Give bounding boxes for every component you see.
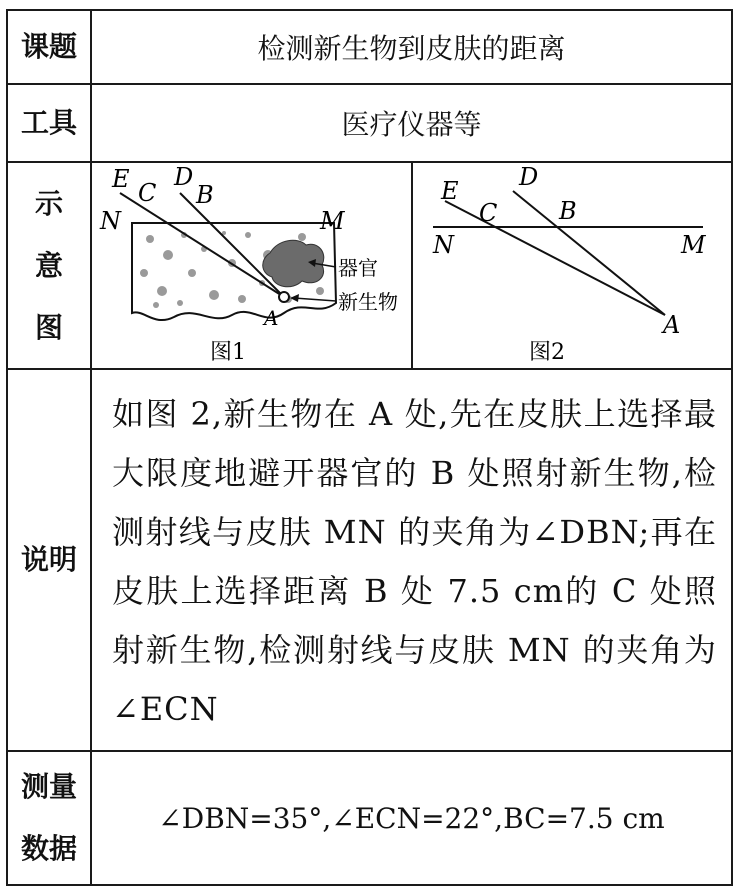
fig2-label-N: N (432, 231, 454, 259)
figure-2-drawing (413, 163, 731, 368)
info-table (6, 9, 733, 886)
fig1-label-D: D (174, 163, 194, 191)
description-cell (91, 369, 732, 751)
fig2-label-M: M (680, 231, 706, 259)
figure-1 (92, 163, 411, 368)
label-measured-data (7, 751, 91, 885)
row-measured-data (7, 751, 732, 885)
label-diagram-char-3: 图 (34, 310, 63, 344)
fig1-label-C: C (138, 179, 157, 207)
fig1-label-B: B (196, 181, 214, 209)
fig1-label-A: A (264, 306, 279, 330)
label-diagram-char-2: 意 (34, 248, 63, 282)
label-tools: 工具 (7, 84, 91, 162)
label-description: 说明 (7, 369, 91, 751)
fig2-label-D: D (518, 163, 538, 191)
fig2-label-B: B (558, 197, 577, 225)
fig2-label-C: C (478, 199, 497, 227)
label-measured-line-1: 测量 (20, 770, 77, 803)
diagram-cell (91, 162, 732, 369)
value-tools: 医疗仪器等 (91, 84, 732, 162)
label-diagram (7, 162, 91, 369)
row-diagram (7, 162, 732, 369)
fig1-annotation-organ: 器官 (338, 256, 378, 280)
label-topic: 课题 (7, 10, 91, 84)
label-measured-line-2: 数据 (20, 832, 77, 865)
label-diagram-char-1: 示 (34, 186, 63, 220)
ray-DA (513, 191, 665, 315)
figure-1-drawing (92, 163, 410, 368)
new-growth-marker (279, 292, 289, 302)
fig1-annotation-new-growth: 新生物 (338, 290, 398, 314)
row-description (7, 369, 732, 751)
figure-2 (411, 163, 732, 368)
fig2-caption: 图2 (528, 340, 565, 365)
row-tools (7, 84, 732, 162)
fig1-label-M: M (320, 207, 345, 235)
fig1-label-N: N (100, 207, 121, 235)
fig2-label-E: E (440, 177, 459, 205)
description-text: 如图 2,新生物在 A 处,先在皮肤上选择最大限度地避开器官的 B 处照射新生物,检测射线与皮肤 MN 的夹角为∠DBN;再在皮肤上选择距离 B 处 7.5 cm的 C 处照射新生物,检测射线与皮肤 MN 的夹角为∠ECN (112, 395, 717, 728)
ray-EA (445, 201, 665, 315)
value-measured-data: ∠DBN=35°,∠ECN=22°,BC=7.5 cm (91, 751, 732, 885)
row-topic (7, 10, 732, 84)
fig2-label-A: A (662, 311, 680, 339)
fig1-caption: 图1 (210, 340, 246, 365)
fig1-label-E: E (112, 165, 130, 193)
value-topic: 检测新生物到皮肤的距离 (91, 10, 732, 84)
